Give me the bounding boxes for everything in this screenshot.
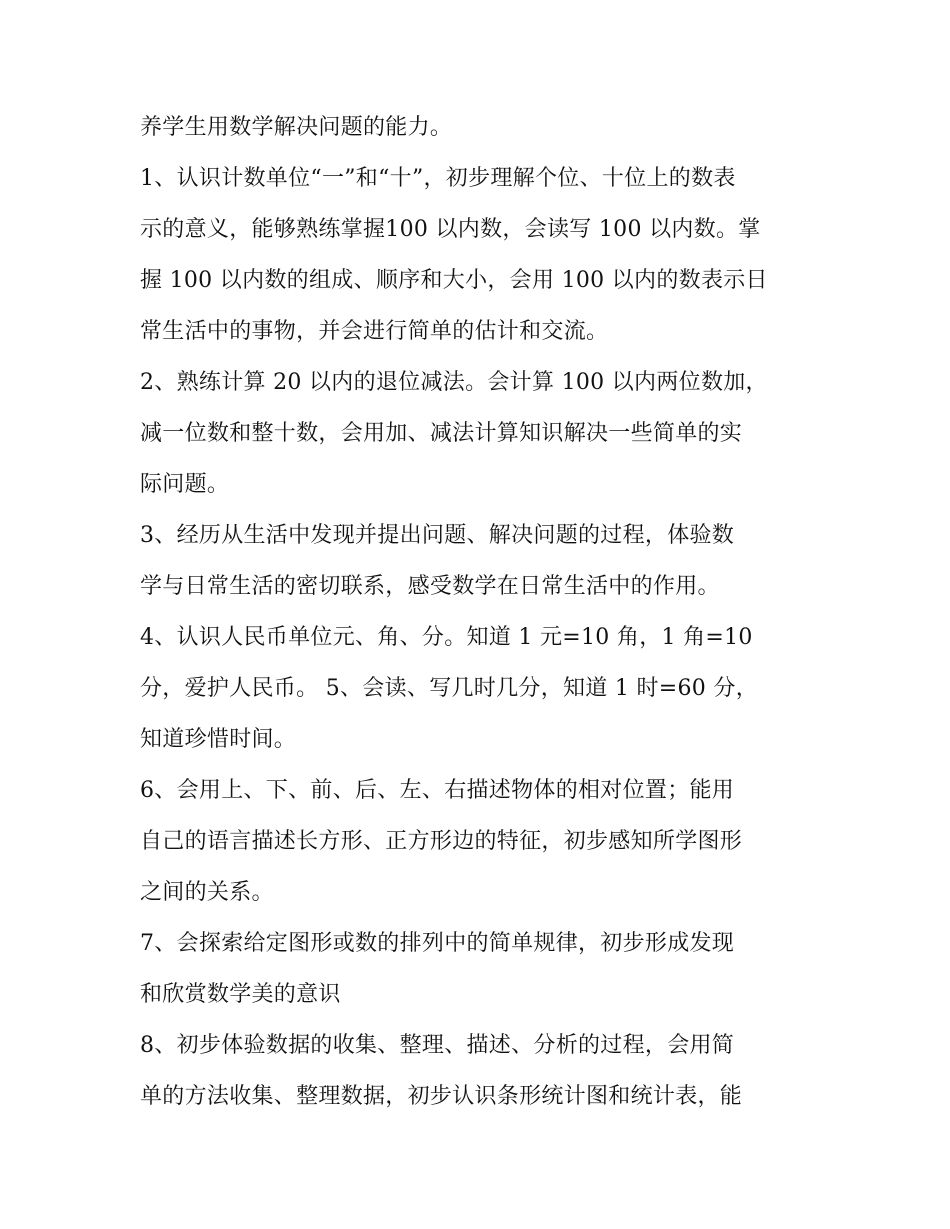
- text-line: 际问题。: [140, 472, 230, 497]
- document-body: [140, 108, 820, 1128]
- text-line: 6、会用上、下、前、后、左、右描述物体的相对位置；能用: [140, 778, 735, 803]
- text-line: 3、经历从生活中发现并提出问题、解决问题的过程，体验数: [140, 523, 735, 548]
- text-line: 常生活中的事物，并会进行简单的估计和交流。: [140, 319, 609, 344]
- text-line: 示的意义，能够熟练掌握100 以内数，会读写 100 以内数。掌: [140, 217, 761, 242]
- text-line: 单的方法收集、整理数据，初步认识条形统计图和统计表，能: [140, 1084, 743, 1109]
- text-line: 4、认识人民币单位元、角、分。知道 1 元=10 角，1 角=10: [140, 625, 753, 650]
- text-line: 1、认识计数单位“一”和“十”，初步理解个位、十位上的数表: [140, 166, 736, 191]
- text-line: 之间的关系。: [140, 880, 274, 905]
- text-line: 8、初步体验数据的收集、整理、描述、分析的过程，会用简: [140, 1033, 735, 1058]
- text-line: 和欣赏数学美的意识: [140, 982, 341, 1007]
- text-line: 2、熟练计算 20 以内的退位减法。会计算 100 以内两位数加，: [140, 370, 768, 395]
- text-line: 握 100 以内数的组成、顺序和大小，会用 100 以内的数表示日: [140, 268, 768, 293]
- text-line: 知道珍惜时间。: [140, 727, 297, 752]
- text-line: 养学生用数学解决问题的能力。: [140, 115, 453, 140]
- text-line: 减一位数和整十数，会用加、减法计算知识解决一些简单的实: [140, 421, 743, 446]
- text-line: 7、会探索给定图形或数的排列中的简单规律，初步形成发现: [140, 931, 735, 956]
- text-line: 自己的语言描述长方形、正方形边的特征，初步感知所学图形: [140, 829, 743, 854]
- text-line: 分，爱护人民币。 5、会读、写几时几分，知道 1 时=60 分，: [140, 676, 758, 701]
- text-line: 学与日常生活的密切联系，感受数学在日常生活中的作用。: [140, 574, 720, 599]
